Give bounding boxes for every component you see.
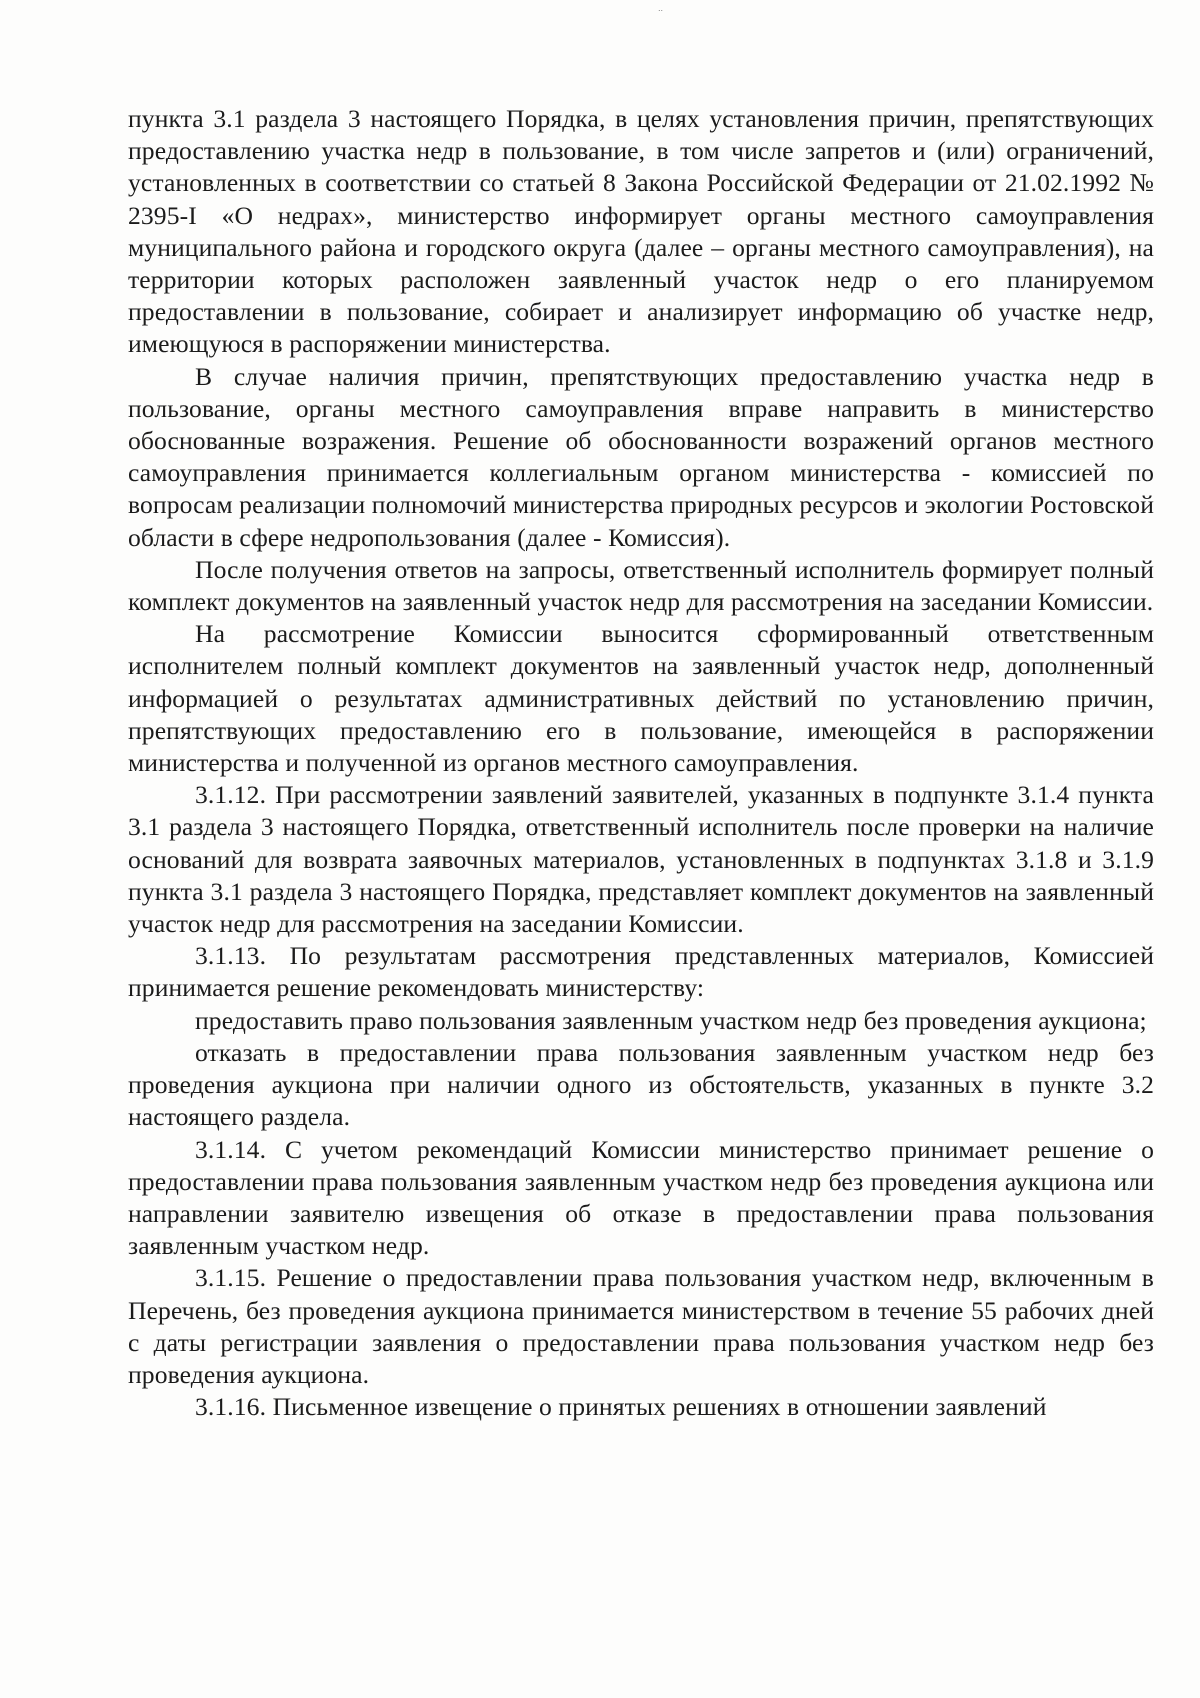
paragraph-3-1-16: 3.1.16. Письменное извещение о принятых решениях в отношении заявлений — [195, 1392, 1047, 1422]
header-mark: .. — [658, 4, 664, 13]
paragraph-3-1-15: 3.1.15. Решение о предоставлении права пользования участком недр, включенным в Перечень, без проведения аукциона принимается министерством в течение 55 рабочих дней с даты регистрации заявления о предоставлении права пользования участком недр без проведения аукциона. — [128, 1263, 1154, 1389]
paragraph-option-refuse: отказать в предоставлении права пользования заявленным участком недр без проведения аукциона при наличии одного из обстоятельств, указанных в пункте 3.2 настоящего раздела. — [128, 1037, 1154, 1132]
paragraph-objections: В случае наличия причин, препятствующих предоставлению участка недр в пользование, органы местного самоуправления вправе направить в министерство обоснованные возражения. Решение об обоснованности возражений органов местного самоуправления принимается коллегиальным органом министерства - комиссией по вопросам реализации полномочий министерства природных ресурсов и экологии Ростовской области в сфере недропользования (далее - Комиссия). — [128, 361, 1154, 552]
paragraph-continuation: пункта 3.1 раздела 3 настоящего Порядка, в целях установления причин, препятствующих предоставлению участка недр в пользование, в том числе запретов и (или) ограничений, установленных в соответствии со статьей 8 Закона Российской Федерации от 21.02.1992 № 2395-I «О недрах», министерство информирует органы местного самоуправления муниципального района и городского округа (далее – органы местного самоуправления), на территории которых расположен заявленный участок недр о его планируемом предоставлении в пользование, собирает и анализирует информацию об участке недр, имеющуюся в распоряжении министерства. — [128, 104, 1154, 359]
paragraph-3-1-14: 3.1.14. С учетом рекомендаций Комиссии министерство принимает решение о предоставлении права пользования заявленным участком недр без проведения аукциона или направлении заявителю извещения об отказе в предоставлении права пользования заявленным участком недр. — [128, 1134, 1154, 1261]
paragraph-after-responses: После получения ответов на запросы, ответственный исполнитель формирует полный комплект документов на заявленный участок недр для рассмотрения на заседании Комиссии. — [128, 554, 1154, 617]
document-body — [128, 103, 1154, 1423]
paragraph-3-1-13: 3.1.13. По результатам рассмотрения представленных материалов, Комиссией принимается решение рекомендовать министерству: — [128, 941, 1154, 1003]
paragraph-option-grant: предоставить право пользования заявленным участком недр без проведения аукциона; — [195, 1005, 1147, 1035]
paragraph-3-1-12: 3.1.12. При рассмотрении заявлений заявителей, указанных в подпункте 3.1.4 пункта 3.1 раздела 3 настоящего Порядка, ответственный исполнитель после проверки на наличие оснований для возврата заявочных материалов, установленных в подпунктах 3.1.8 и 3.1.9 пункта 3.1 раздела 3 настоящего Порядка, представляет комплект документов на заявленный участок недр для рассмотрения на заседании Комиссии. — [128, 780, 1154, 939]
paragraph-commission-review: На рассмотрение Комиссии выносится сформированный ответственным исполнителем полный комплект документов на заявленный участок недр, дополненный информацией о результатах административных действий по установлению причин, препятствующих предоставлению его в пользование, имеющейся в распоряжении министерства и полученной из органов местного самоуправления. — [128, 619, 1154, 778]
